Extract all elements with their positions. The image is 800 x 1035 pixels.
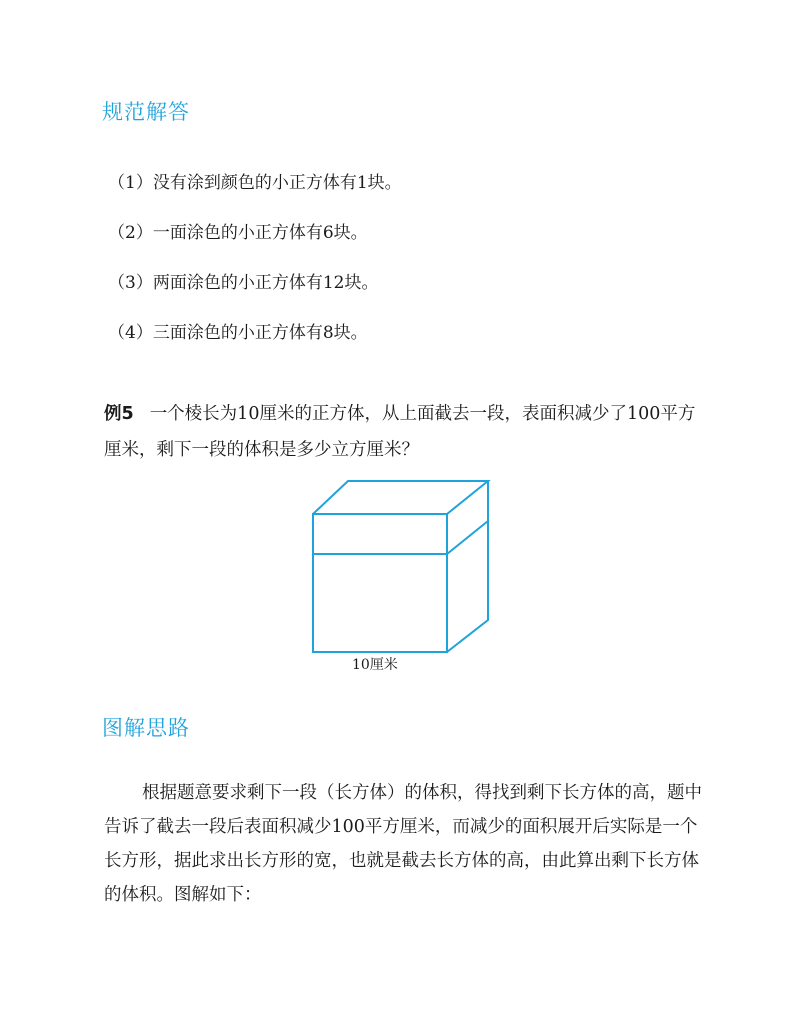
answer-item-3: （3）两面涂色的小正方体有12块。 [108, 273, 379, 293]
cube-top-face [313, 481, 488, 514]
cube-right-face [447, 481, 488, 652]
cut-line [313, 521, 488, 554]
answer-item-2: （2）一面涂色的小正方体有6块。 [108, 223, 368, 243]
dimension-label: 10厘米 [352, 657, 398, 673]
solution-paragraph: 根据题意要求剩下一段（长方体）的体积，得找到剩下长方体的高，题中告诉了截去一段后表面积减少100平方厘米，而减少的面积展开后实际是一个长方形，据此求出长方形的宽，也就是截去长方体的高，由此算出剩下长方体的体积。图解如下： [104, 783, 702, 905]
section-heading-solution-idea: 图解思路 [102, 716, 190, 740]
cube-diagram [300, 476, 500, 676]
example-label: 例5 [104, 404, 134, 424]
section-heading-standard-answer: 规范解答 [102, 100, 190, 124]
cube-front-face [313, 514, 447, 652]
example-problem [104, 396, 704, 468]
example-text: 一个棱长为10厘米的正方体，从上面截去一段，表面积减少了100平方厘米，剩下一段的体积是多少立方厘米？ [104, 404, 696, 460]
answer-item-4: （4）三面涂色的小正方体有8块。 [108, 323, 368, 343]
answer-item-1: （1）没有涂到颜色的小正方体有1块。 [108, 173, 402, 193]
